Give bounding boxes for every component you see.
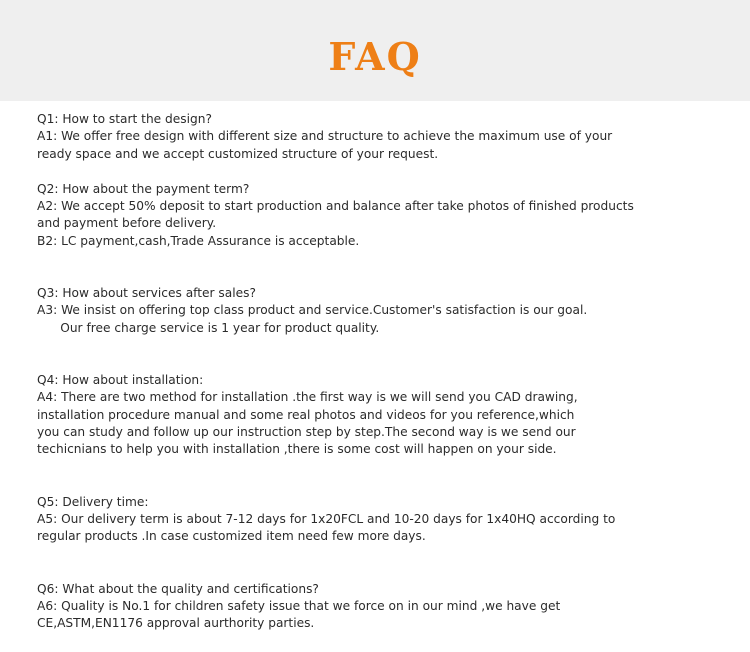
faq-item-q3 (37, 285, 737, 337)
faq-header-banner (0, 0, 750, 101)
faq-list (37, 111, 737, 633)
faq-answer-line: Our free charge service is 1 year for product quality. (37, 320, 380, 335)
faq-item-q5 (37, 494, 737, 546)
faq-answer-line: you can study and follow up our instruction step by step.The second way is we send our (37, 425, 576, 440)
faq-answer-line: A2: We accept 50% deposit to start production and balance after take photos of finished products (37, 198, 634, 213)
faq-answer-line: A4: There are two method for installation .the first way is we will send you CAD drawing, (37, 390, 578, 405)
faq-answer-line: A6: Quality is No.1 for children safety issue that we force on in our mind ,we have get (37, 599, 561, 613)
faq-answer-line: B2: LC payment,cash,Trade Assurance is acceptable. (37, 233, 360, 248)
faq-answer-line: installation procedure manual and some real photos and videos for you reference,which (37, 407, 575, 422)
faq-question: Q5: Delivery time: (37, 494, 149, 509)
faq-item-q4 (37, 372, 737, 459)
faq-question: Q6: What about the quality and certifications? (37, 581, 319, 596)
faq-answer-line: regular products .In case customized item need few more days. (37, 529, 426, 544)
faq-question: Q1: How to start the design? (37, 112, 212, 126)
faq-answer-line: CE,ASTM,EN1176 approval aurthority parties. (37, 616, 315, 631)
faq-answer-line: and payment before delivery. (37, 216, 217, 231)
faq-question: Q3: How about services after sales? (37, 285, 256, 300)
faq-question: Q4: How about installation: (37, 372, 204, 387)
faq-answer-line: A3: We insist on offering top class product and service.Customer's satisfaction is our goal. (37, 303, 588, 318)
faq-answer-line: A1: We offer free design with different size and structure to achieve the maximum use of your (37, 129, 613, 144)
faq-answer-line: ready space and we accept customized structure of your request. (37, 146, 439, 161)
faq-item-q1 (37, 111, 737, 163)
faq-answer-line: A5: Our delivery term is about 7-12 days for 1x20FCL and 10-20 days for 1x40HQ according to (37, 512, 616, 527)
faq-item-q6 (37, 581, 737, 633)
faq-answer-line: techicnians to help you with installation ,there is some cost will happen on your side. (37, 442, 557, 457)
page-title: FAQ (328, 34, 422, 79)
faq-item-q2 (37, 181, 737, 251)
faq-question: Q2: How about the payment term? (37, 181, 250, 196)
